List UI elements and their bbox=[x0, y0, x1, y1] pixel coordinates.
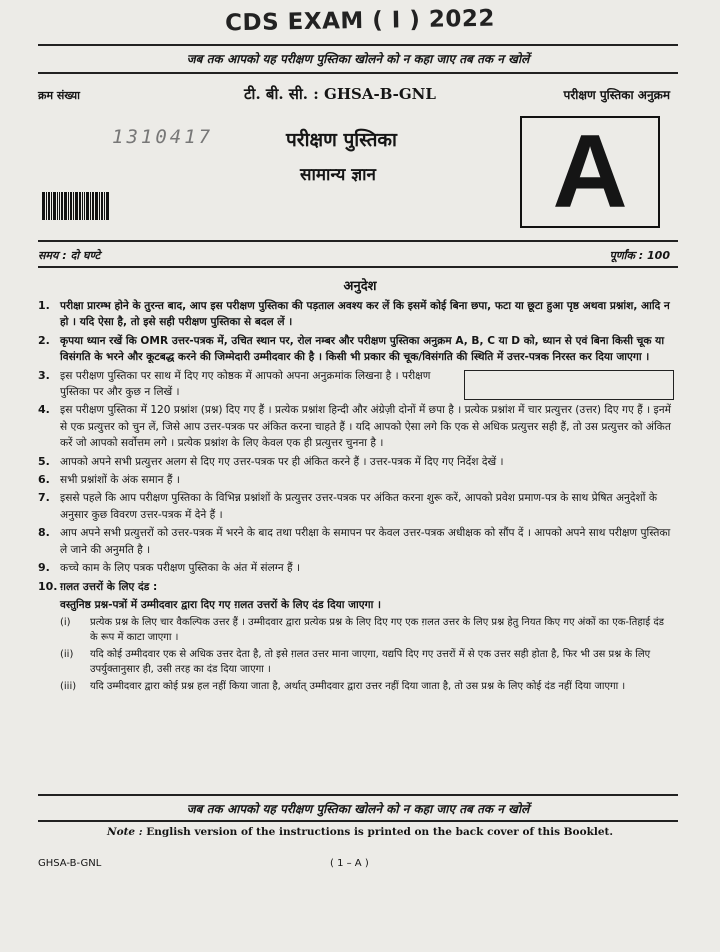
booklet-title: परीक्षण पुस्तिका bbox=[286, 129, 397, 151]
penalty-intro: वस्तुनिष्ठ प्रश्न-पत्रों में उम्मीदवार द्वारा दिए गए ग़लत उत्तरों के लिए दंड दिया जाएगा । bbox=[60, 598, 382, 611]
penalty-item: (ii) यदि कोई उम्मीदवार एक से अधिक उत्तर देता है, तो इसे ग़लत उत्तर माना जाएगा, यद्यपि दिए गए उत्तरों में से एक उत्तर सही होता है, फिर भी उस प्रश्न के लिए उपर्युक्तानुसार ही, उसी तरह का दंड दिया जाएगा । bbox=[60, 649, 651, 676]
series-letter: A bbox=[552, 114, 628, 230]
penalty-item: (i) प्रत्येक प्रश्न के लिए चार वैकल्पिक उत्तर हैं । उम्मीदवार द्वारा प्रत्येक प्रश्न के लिए दिए गए एक ग़लत उत्तर के लिए प्रश्न हेतु नियत किए गए अंकों का एक-तिहाई दंड के रूप में काटा जाएगा । bbox=[60, 617, 664, 644]
mid-rule-lower bbox=[38, 266, 678, 268]
series-letter-box bbox=[520, 116, 660, 228]
maximum-marks: पूर्णांक : 100 bbox=[609, 249, 670, 262]
note-text: English version of the instructions is printed on the back cover of this Booklet. bbox=[146, 826, 614, 838]
instruction-item: 7. इससे पहले कि आप परीक्षण पुस्तिका के विभिन्न प्रश्नांशों के प्रत्युत्तर उत्तर-पत्रक पर अंकित करना शुरू करें, आपको प्रवेश प्रमाण-पत्र के साथ प्रेषित अनुदेशों के अनुसार कुछ विवरण उत्तर-पत्रक में देने हैं । bbox=[38, 491, 658, 521]
instruction-item: 6. सभी प्रश्नांशों के अंक समान हैं । bbox=[38, 473, 180, 487]
instruction-item: 1. परीक्षा प्रारम्भ होने के तुरन्त बाद, आप इस परीक्षण पुस्तिका की पड़ताल अवश्य कर लें कि इसमें कोई बिना छपा, फटा या छूटा हुआ पृष्ठ अथवा प्रश्नांश, आदि न हो । यदि ऐसा है, तो इसे सही परीक्षण पुस्तिका से बदल लें । bbox=[38, 299, 670, 329]
handwritten-title: CDS EXAM ( I ) 2022 bbox=[224, 5, 496, 37]
penalty-item: (iii) यदि उम्मीदवार द्वारा कोई प्रश्न हल नहीं किया जाता है, अर्थात् उम्मीदवार द्वारा उत्तर नहीं दिया जाता है, तो उस प्रश्न के लिए कोई दंड नहीं दिया जाएगा । bbox=[60, 681, 626, 693]
instruction-item: 5. आपको अपने सभी प्रत्युत्तर अलग से दिए गए उत्तर-पत्रक पर ही अंकित करने हैं । उत्तर-पत्रक में दिए गए निर्देश देखें । bbox=[38, 454, 504, 468]
serial-label: क्रम संख्या bbox=[38, 89, 80, 102]
instruction-item: 10. ग़लत उत्तरों के लिए दंड : bbox=[38, 579, 158, 593]
english-note bbox=[0, 826, 720, 838]
bottom-rule bbox=[38, 794, 678, 796]
bottom-warning-banner: जब तक आपको यह परीक्षण पुस्तिका खोलने को न कहा जाए तब तक न खोलें bbox=[186, 802, 530, 816]
instruction-item: 3. इस परीक्षण पुस्तिका पर साथ में दिए गए कोष्ठक में आपको अपना अनुक्रमांक लिखना है । परीक्षण पुस्तिका पर और कुछ न लिखें । bbox=[38, 368, 674, 401]
mid-rule bbox=[38, 240, 678, 242]
note-label: Note : bbox=[106, 826, 143, 838]
tbc-code: टी. बी. सी. : GHSA-B-GNL bbox=[244, 85, 436, 103]
instruction-item: 8. आप अपने सभी प्रत्युत्तरों को उत्तर-पत्रक में भरने के बाद तथा परीक्षा के समापन पर केवल उत्तर-पत्रक अधीक्षक को सौंप दें । आपको अपने साथ परीक्षण पुस्तिका ले जाने की अनुमति है । bbox=[38, 526, 671, 556]
instruction-item: 4. इस परीक्षण पुस्तिका में 120 प्रश्नांश (प्रश्न) दिए गए हैं । प्रत्येक प्रश्नांश हिन्दी और अंग्रेज़ी दोनों में छपा है । प्रत्येक प्रश्नांश में चार प्रत्युत्तर (उत्तर) दिए गए हैं । इनमें से एक प्रत्युत्तर को चुन लें, जिसे आप उत्तर-पत्रक पर अंकित करना चाहते हैं । यदि आपको ऐसा लगे कि एक से अधिक प्रत्युत्तर सही हैं, तो उस प्रत्युत्तर को अंकित करें जो आपको सर्वोत्तम लगे । प्रत्येक प्रश्नांश के लिए केवल एक ही प्रत्युत्तर चुनना है । bbox=[38, 403, 671, 450]
instruction-item: 9. कच्चे काम के लिए पत्रक परीक्षण पुस्तिका के अंत में संलग्न हैं । bbox=[38, 561, 300, 575]
barcode bbox=[42, 192, 114, 220]
serial-number: 1310417 bbox=[112, 126, 214, 148]
footer-code: GHSA-B-GNL bbox=[38, 858, 102, 869]
subject-title: सामान्य ज्ञान bbox=[300, 165, 376, 185]
top-warning-banner: जब तक आपको यह परीक्षण पुस्तिका खोलने को न कहा जाए तब तक न खोलें bbox=[186, 52, 530, 66]
bottom-rule-lower bbox=[38, 820, 678, 822]
series-label: परीक्षण पुस्तिका अनुक्रम bbox=[563, 88, 670, 102]
time-allowed: समय : दो घण्टे bbox=[38, 249, 101, 262]
instructions-heading: अनुदेश bbox=[343, 279, 377, 294]
top-rule bbox=[38, 44, 678, 46]
roll-number-box[interactable] bbox=[464, 370, 674, 400]
instruction-item: 2. कृपया ध्यान रखें कि OMR उत्तर-पत्रक में, उचित स्थान पर, रोल नम्बर और परीक्षण पुस्तिका अनुक्रम A, B, C या D को, ध्यान से एवं बिना किसी चूक या विसंगति के भरने और कूटबद्ध करने की जिम्मेदारी उम्मीदवार की है । किसी भी प्रकार की चूक/विसंगति की स्थिति में उत्तर-पत्रक निरस्त कर दिया जाएगा । bbox=[38, 333, 665, 364]
page-number: ( 1 – A ) bbox=[330, 858, 369, 869]
instructions-list bbox=[38, 298, 674, 694]
top-rule-lower bbox=[38, 72, 678, 74]
